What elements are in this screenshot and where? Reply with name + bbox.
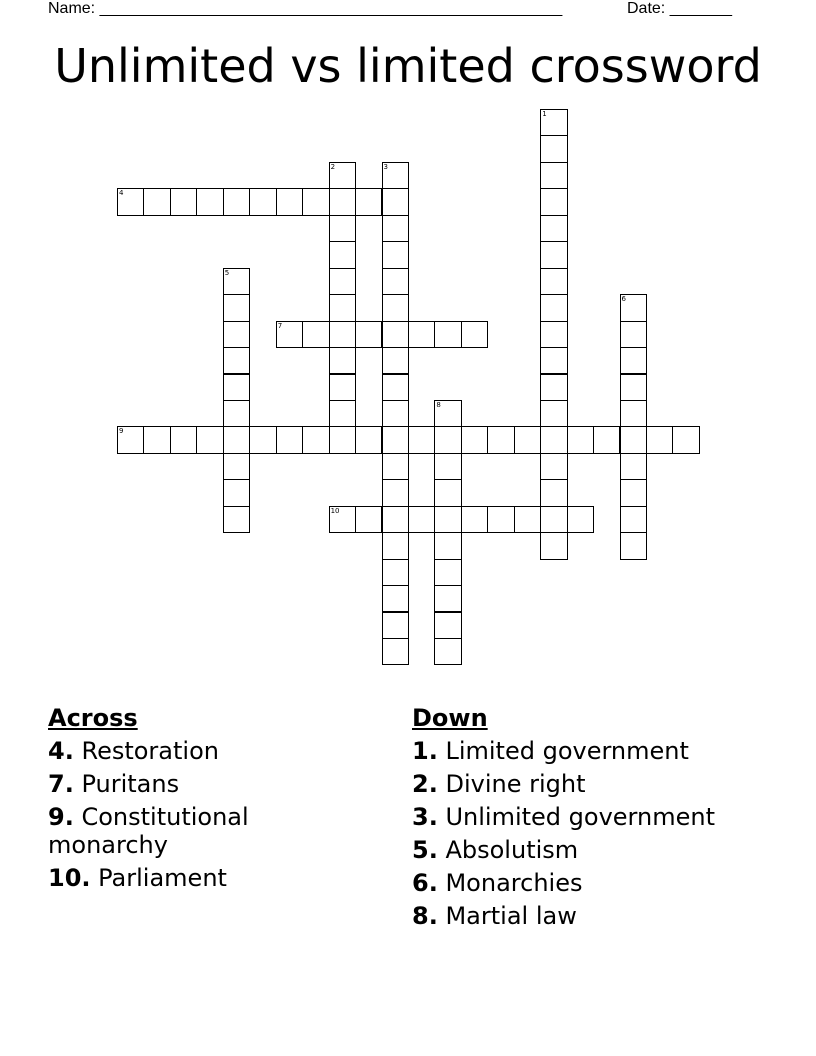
grid-cell[interactable] (382, 400, 409, 427)
clue-number: 4. (48, 737, 74, 765)
clue-number: 6. (412, 869, 438, 897)
clue-text: Divine right (445, 770, 586, 798)
grid-cell[interactable] (382, 162, 409, 189)
grid-cell[interactable] (514, 506, 541, 533)
cell-number: 8 (436, 400, 441, 409)
grid-cell[interactable] (514, 426, 541, 453)
grid-cell[interactable] (540, 506, 567, 533)
grid-cell[interactable] (540, 294, 567, 321)
grid-cell[interactable] (382, 585, 409, 612)
grid-cell[interactable] (461, 506, 488, 533)
across-clue (48, 803, 348, 859)
grid-cell[interactable] (382, 453, 409, 480)
grid-cell[interactable] (434, 585, 461, 612)
grid-cell[interactable] (540, 479, 567, 506)
grid-cell[interactable] (487, 426, 514, 453)
grid-cell[interactable] (355, 426, 382, 453)
grid-cell[interactable] (540, 268, 567, 295)
clue-number: 7. (48, 770, 74, 798)
page-title: Unlimited vs limited crossword (54, 39, 762, 93)
grid-cell[interactable] (593, 426, 620, 453)
grid-cell[interactable] (567, 506, 594, 533)
grid-cell[interactable] (382, 321, 409, 348)
across-clue (48, 737, 348, 765)
grid-cell[interactable] (329, 188, 356, 215)
grid-cell[interactable] (223, 347, 250, 374)
grid-cell[interactable] (382, 215, 409, 242)
grid-cell[interactable] (540, 241, 567, 268)
grid-cell[interactable] (434, 612, 461, 639)
grid-cell[interactable] (461, 321, 488, 348)
grid-cell[interactable] (329, 374, 356, 401)
grid-cell[interactable] (540, 400, 567, 427)
grid-cell[interactable] (329, 321, 356, 348)
grid-cell[interactable] (620, 400, 647, 427)
grid-cell[interactable] (434, 506, 461, 533)
grid-cell[interactable] (355, 506, 382, 533)
grid-cell[interactable] (355, 321, 382, 348)
grid-cell[interactable] (170, 426, 197, 453)
grid-cell[interactable] (223, 453, 250, 480)
grid-cell[interactable] (382, 374, 409, 401)
grid-cell[interactable] (540, 135, 567, 162)
grid-cell[interactable] (434, 426, 461, 453)
across-clue (48, 864, 348, 892)
clue-number: 9. (48, 803, 74, 831)
cell-number: 10 (330, 506, 340, 515)
down-clue (412, 869, 792, 897)
grid-cell[interactable] (620, 347, 647, 374)
grid-cell[interactable] (249, 426, 276, 453)
grid-cell[interactable] (620, 479, 647, 506)
grid-cell[interactable] (434, 559, 461, 586)
grid-cell[interactable] (567, 426, 594, 453)
clue-number: 1. (412, 737, 438, 765)
cell-number: 3 (383, 162, 388, 171)
grid-cell[interactable] (620, 374, 647, 401)
grid-cell[interactable] (117, 188, 144, 215)
down-clue (412, 737, 792, 765)
grid-cell[interactable] (382, 426, 409, 453)
grid-cell[interactable] (382, 294, 409, 321)
clue-text: Martial law (445, 902, 577, 930)
clue-number: 8. (412, 902, 438, 930)
grid-cell[interactable] (302, 321, 329, 348)
grid-cell[interactable] (329, 241, 356, 268)
grid-cell[interactable] (117, 426, 144, 453)
grid-cell[interactable] (329, 294, 356, 321)
grid-cell[interactable] (223, 400, 250, 427)
grid-cell[interactable] (223, 321, 250, 348)
grid-cell[interactable] (620, 453, 647, 480)
across-heading: Across (48, 704, 138, 732)
clue-text: Unlimited government (445, 803, 715, 831)
grid-cell[interactable] (540, 321, 567, 348)
grid-cell[interactable] (223, 294, 250, 321)
grid-cell[interactable] (329, 162, 356, 189)
clue-number: 10. (48, 864, 91, 892)
grid-cell[interactable] (223, 374, 250, 401)
name-field-label: Name: ____________________________________________________ (48, 0, 563, 17)
down-clues (412, 703, 792, 935)
grid-cell[interactable] (276, 188, 303, 215)
grid-cell[interactable] (540, 109, 567, 136)
cell-number: 6 (621, 295, 627, 304)
cell-number: 4 (119, 189, 124, 198)
grid-cell[interactable] (540, 188, 567, 215)
cell-number: 1 (542, 110, 547, 118)
cell-number: 5 (224, 268, 230, 277)
grid-cell[interactable] (620, 426, 647, 453)
grid-cell[interactable] (434, 453, 461, 480)
grid-cell[interactable] (143, 426, 170, 453)
grid-cell[interactable] (382, 638, 409, 665)
down-clue (412, 902, 792, 930)
grid-cell[interactable] (434, 321, 461, 348)
grid-cell[interactable] (249, 188, 276, 215)
grid-cell[interactable] (620, 506, 647, 533)
grid-cell[interactable] (382, 268, 409, 295)
grid-cell[interactable] (434, 400, 461, 427)
grid-cell[interactable] (487, 506, 514, 533)
clue-text: Parliament (98, 864, 227, 892)
clue-text: Absolutism (445, 836, 579, 864)
clue-text: Restoration (81, 737, 219, 765)
grid-cell[interactable] (302, 188, 329, 215)
grid-cell[interactable] (540, 532, 567, 559)
clue-text: Constitutional monarchy (48, 803, 249, 859)
grid-cell[interactable] (355, 188, 382, 215)
clue-text: Puritans (81, 770, 180, 798)
clue-number: 3. (412, 803, 438, 831)
grid-cell[interactable] (620, 294, 647, 321)
grid-cell[interactable] (223, 479, 250, 506)
grid-cell[interactable] (540, 215, 567, 242)
clue-text: Limited government (445, 737, 689, 765)
grid-cell[interactable] (196, 188, 223, 215)
grid-cell[interactable] (382, 506, 409, 533)
down-heading: Down (412, 704, 488, 732)
cell-number: 9 (119, 427, 124, 436)
down-clue (412, 803, 792, 831)
grid-cell[interactable] (223, 268, 250, 295)
grid-cell[interactable] (143, 188, 170, 215)
grid-cell[interactable] (196, 426, 223, 453)
cell-number: 2 (330, 162, 336, 171)
grid-cell[interactable] (329, 268, 356, 295)
grid-cell[interactable] (223, 506, 250, 533)
clue-number: 5. (412, 836, 438, 864)
grid-cell[interactable] (540, 426, 567, 453)
grid-cell[interactable] (540, 347, 567, 374)
grid-cell[interactable] (540, 374, 567, 401)
grid-cell[interactable] (382, 188, 409, 215)
grid-cell[interactable] (408, 506, 435, 533)
grid-cell[interactable] (672, 426, 699, 453)
grid-cell[interactable] (329, 347, 356, 374)
down-clue (412, 770, 792, 798)
grid-cell[interactable] (382, 612, 409, 639)
grid-cell[interactable] (408, 321, 435, 348)
grid-cell[interactable] (382, 347, 409, 374)
grid-cell[interactable] (461, 426, 488, 453)
clue-number: 2. (412, 770, 438, 798)
grid-cell[interactable] (382, 559, 409, 586)
grid-cell[interactable] (434, 479, 461, 506)
cell-number: 7 (277, 321, 283, 330)
grid-cell[interactable] (223, 426, 250, 453)
down-clue (412, 836, 792, 864)
grid-cell[interactable] (329, 426, 356, 453)
across-clues (48, 703, 348, 897)
date-field-label: Date: _______ (627, 0, 732, 17)
grid-cell[interactable] (223, 188, 250, 215)
across-clue (48, 770, 348, 798)
grid-cell[interactable] (646, 426, 673, 453)
grid-cell[interactable] (620, 532, 647, 559)
grid-cell[interactable] (620, 321, 647, 348)
grid-cell[interactable] (540, 162, 567, 189)
grid-cell[interactable] (408, 426, 435, 453)
clue-text: Monarchies (445, 869, 583, 897)
grid-cell[interactable] (434, 638, 461, 665)
grid-cell[interactable] (434, 532, 461, 559)
grid-cell[interactable] (382, 241, 409, 268)
grid-cell[interactable] (276, 426, 303, 453)
grid-cell[interactable] (382, 532, 409, 559)
grid-cell[interactable] (170, 188, 197, 215)
grid-cell[interactable] (302, 426, 329, 453)
grid-cell[interactable] (329, 215, 356, 242)
grid-cell[interactable] (329, 400, 356, 427)
grid-cell[interactable] (329, 506, 356, 533)
grid-cell[interactable] (382, 479, 409, 506)
grid-cell[interactable] (540, 453, 567, 480)
grid-cell[interactable] (276, 321, 303, 348)
